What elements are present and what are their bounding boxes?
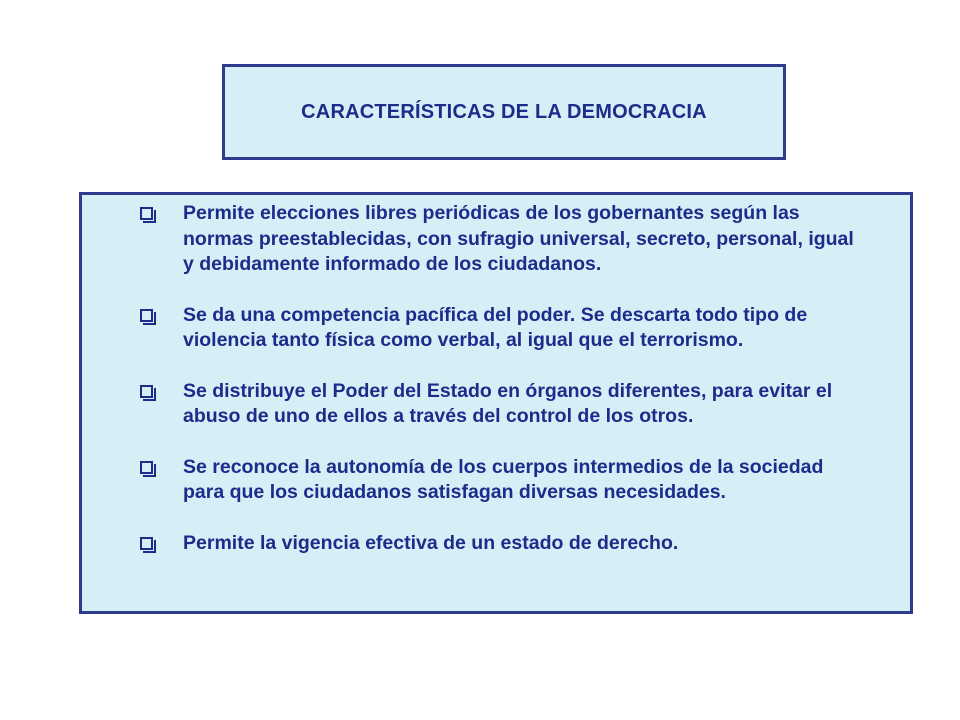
list-item-text: Se distribuye el Poder del Estado en órganos diferentes, para evitar el abuso de uno de ellos a través del control de los otros. (183, 379, 833, 427)
list-item (140, 379, 860, 430)
list-item-text: Se da una competencia pacífica del poder. Se descarta todo tipo de violencia tanto física como verbal, al igual que el terrorismo. (183, 303, 808, 351)
square-bullet-icon (140, 309, 153, 322)
list-item (140, 201, 860, 278)
title-box (222, 64, 786, 160)
content-box (79, 192, 913, 614)
list-item-text: Se reconoce la autonomía de los cuerpos intermedios de la sociedad para que los ciudadanos satisfagan diversas necesidades. (183, 455, 824, 503)
list-item-text: Permite la vigencia efectiva de un estado de derecho. (183, 531, 679, 554)
list-item (140, 455, 860, 506)
characteristics-list (140, 201, 860, 581)
list-item (140, 303, 860, 354)
page-title: CARACTERÍSTICAS DE LA DEMOCRACIA (301, 100, 707, 123)
square-bullet-icon (140, 385, 153, 398)
square-bullet-icon (140, 461, 153, 474)
square-bullet-icon (140, 207, 153, 220)
list-item (140, 531, 860, 557)
square-bullet-icon (140, 537, 153, 550)
list-item-text: Permite elecciones libres periódicas de los gobernantes según las normas preestablecidas, con sufragio universal, secreto, personal, igual y debidamente informado de los ciudadanos. (183, 202, 854, 275)
